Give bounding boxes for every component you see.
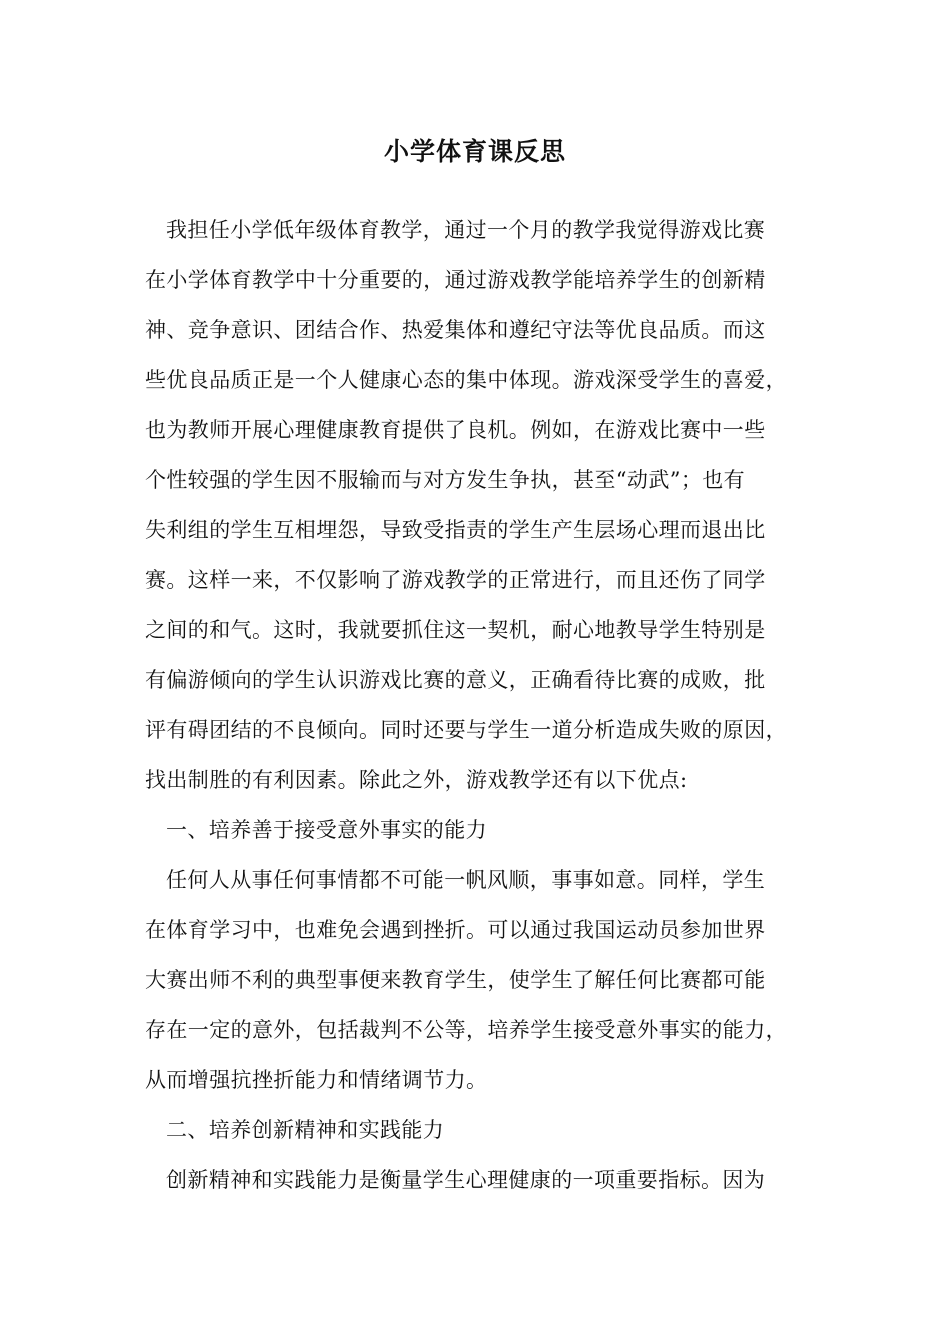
- paragraph-line: 神、竞争意识、团结合作、热爱集体和遵纪守法等优良品质。而这: [145, 318, 766, 342]
- paragraph-line: 些优良品质正是一个人健康心态的集中体现。游戏深受学生的喜爱，: [145, 368, 787, 392]
- paragraph-line: 从而增强抗挫折能力和情绪调节力。: [145, 1068, 488, 1092]
- paragraph-line: 之间的和气。这时，我就要抓住这一契机，耐心地教导学生特别是: [145, 618, 766, 642]
- paragraph-line: 创新精神和实践能力是衡量学生心理健康的一项重要指标。因为: [166, 1168, 766, 1192]
- paragraph-line: 大赛出师不利的典型事便来教育学生，使学生了解任何比赛都可能: [145, 968, 766, 992]
- paragraph-line: 评有碍团结的不良倾向。同时还要与学生一道分析造成失败的原因，: [145, 718, 787, 742]
- paragraph-line: 存在一定的意外，包括裁判不公等，培养学生接受意外事实的能力，: [145, 1018, 787, 1042]
- paragraph-line: 我担任小学低年级体育教学，通过一个月的教学我觉得游戏比赛: [166, 218, 766, 242]
- paragraph-line: 失利组的学生互相埋怨，导致受指责的学生产生层场心理而退出比: [145, 518, 766, 542]
- paragraph-line: 找出制胜的有利因素。除此之外，游戏教学还有以下优点:: [145, 768, 688, 792]
- document-title: 小学体育课反思: [383, 137, 566, 166]
- section-heading-1: 一、培养善于接受意外事实的能力: [166, 818, 487, 842]
- document-body: [145, 205, 820, 1205]
- paragraph-line: 也为教师开展心理健康教育提供了良机。例如，在游戏比赛中一些: [145, 418, 766, 442]
- paragraph-line: 在小学体育教学中十分重要的，通过游戏教学能培养学生的创新精: [145, 268, 766, 292]
- paragraph-line: 个性较强的学生因不服输而与对方发生争执，甚至“动武”；也有: [145, 468, 746, 492]
- paragraph-line: 赛。这样一来，不仅影响了游戏教学的正常进行，而且还伤了同学: [145, 568, 766, 592]
- paragraph-line: 在体育学习中，也难免会遇到挫折。可以通过我国运动员参加世界: [145, 918, 766, 942]
- paragraph-line: 任何人从事任何事情都不可能一帆风顺，事事如意。同样，学生: [166, 868, 766, 892]
- paragraph-line: 有偏游倾向的学生认识游戏比赛的意义，正确看待比赛的成败，批: [145, 668, 766, 692]
- section-heading-2: 二、培养创新精神和实践能力: [166, 1118, 445, 1142]
